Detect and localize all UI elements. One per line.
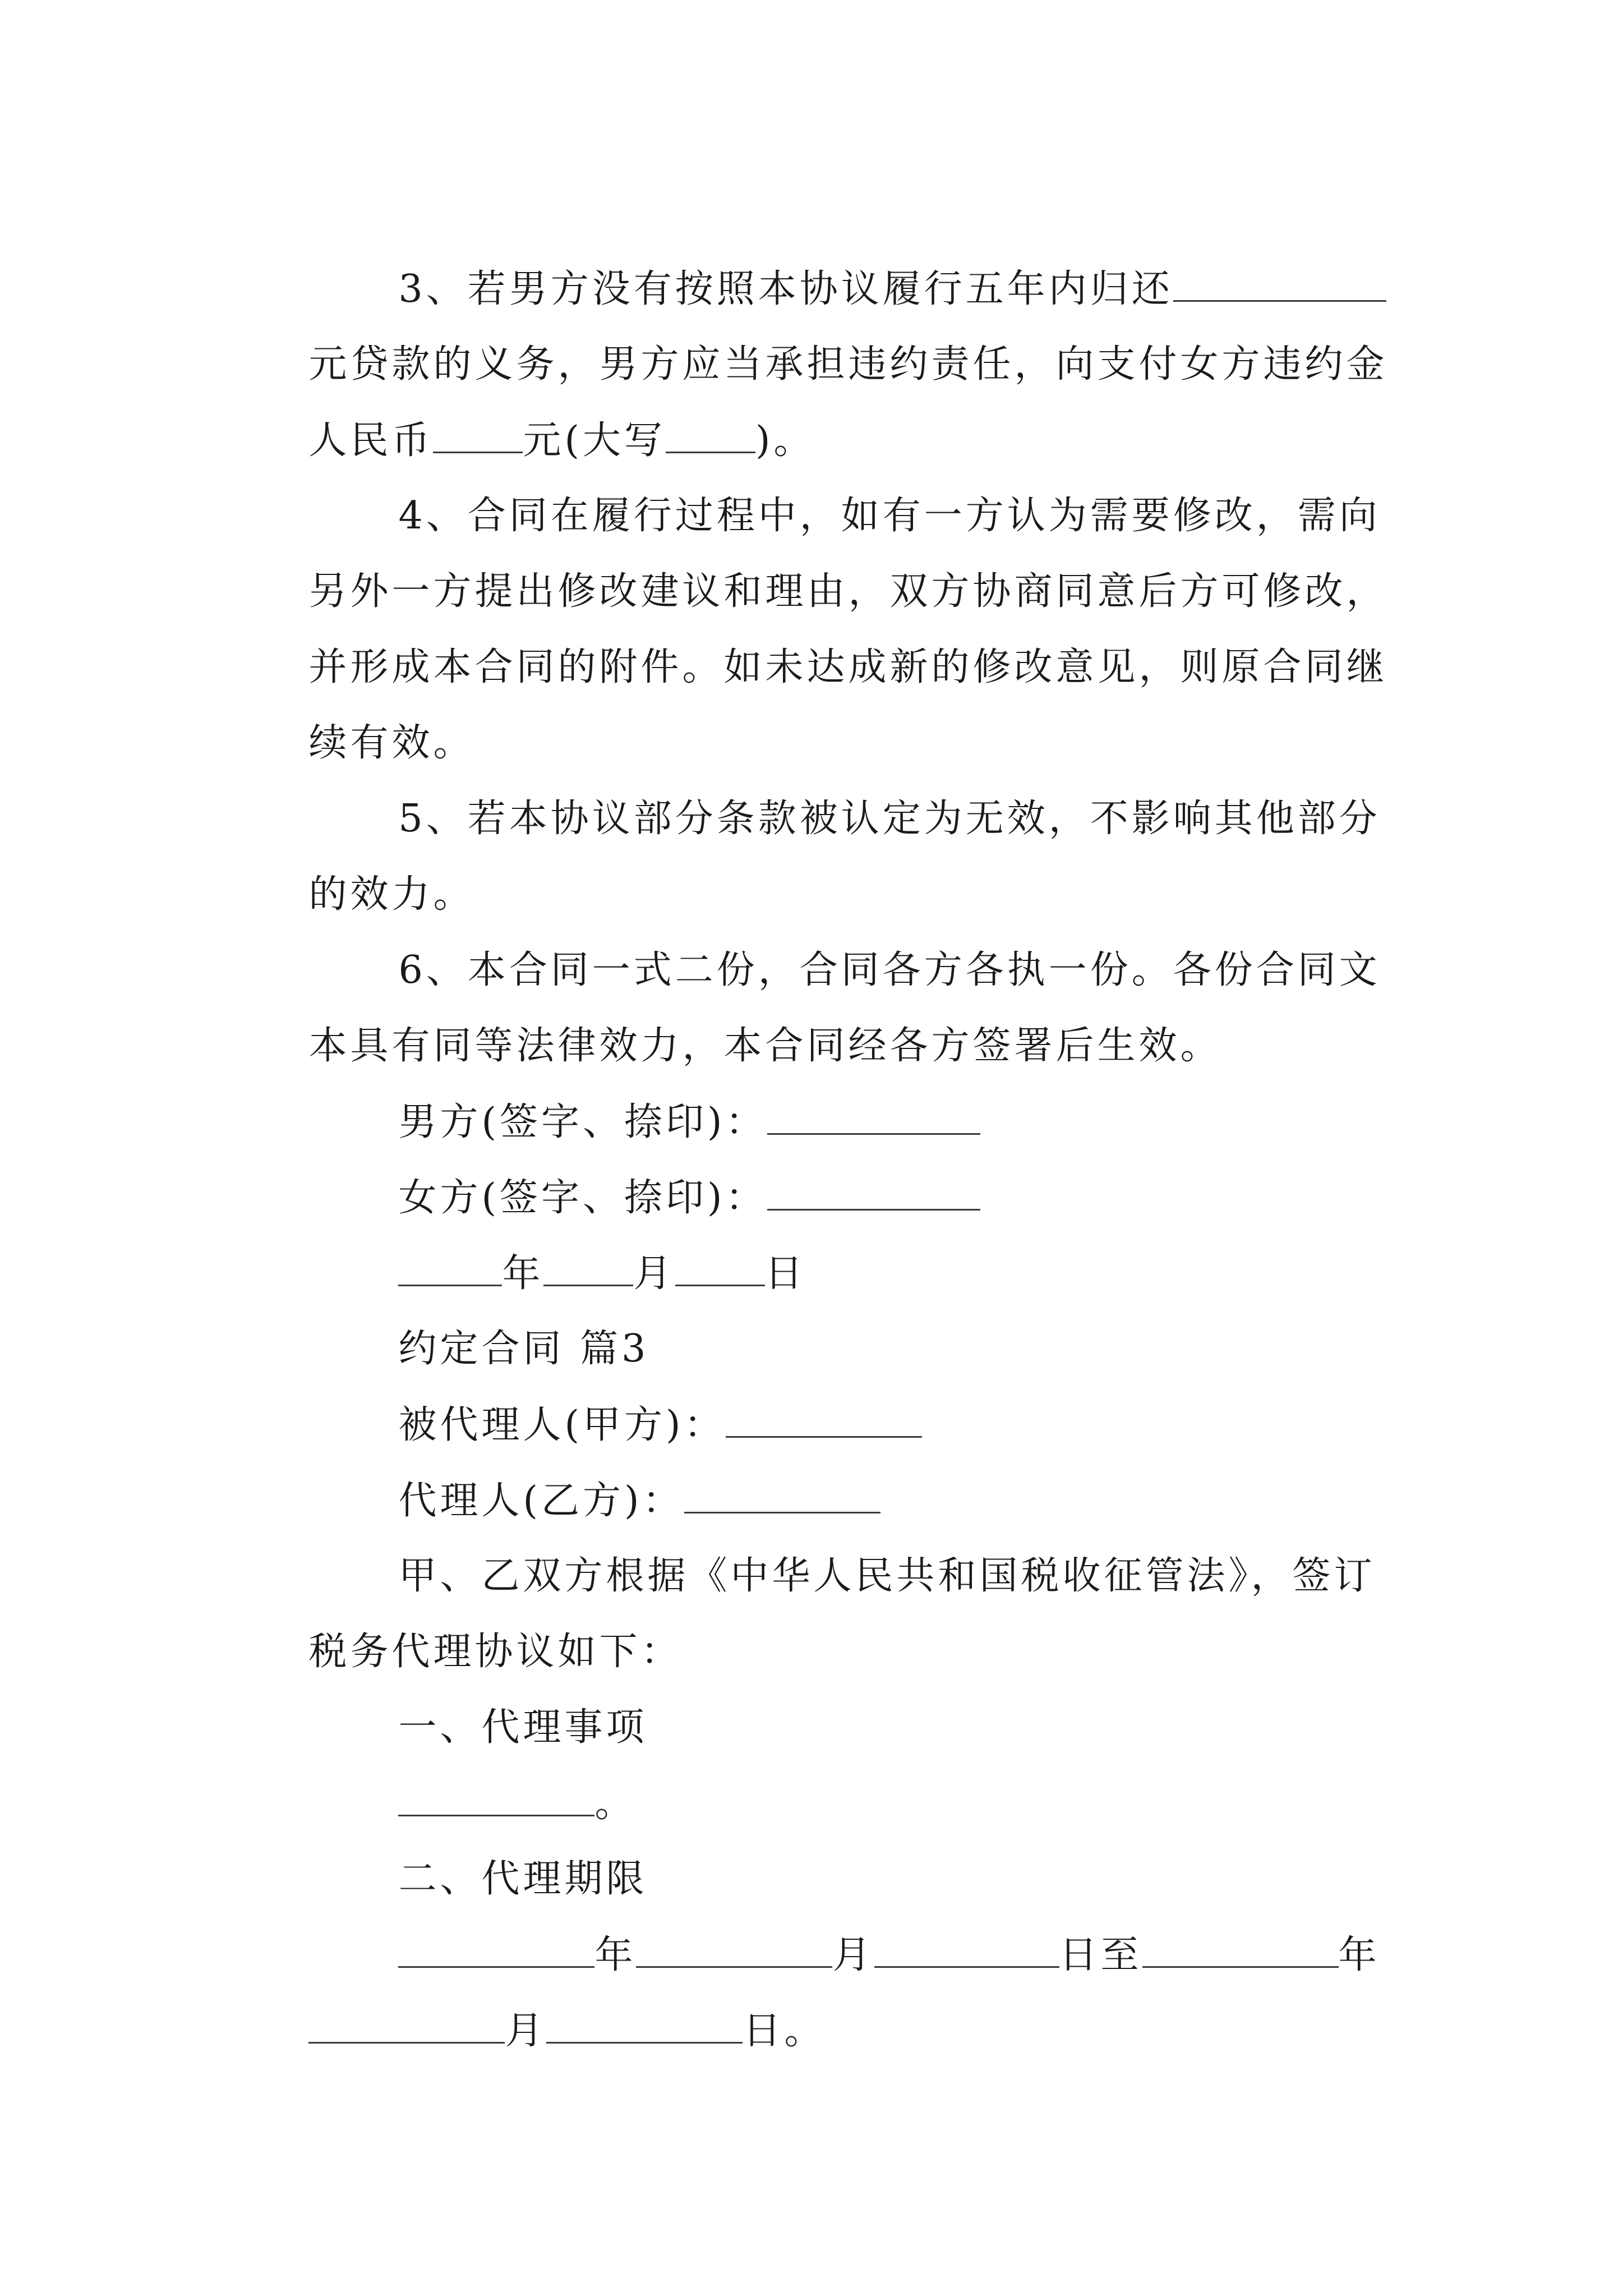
- item-heading: 二、代理期限: [398, 1857, 648, 1901]
- blank-end-month: [308, 2008, 505, 2044]
- agent-label: 代理人(乙方)：: [398, 1479, 684, 1523]
- blank-agent: [684, 1478, 880, 1513]
- clause3-text: 元贷款的义务，男方应当承担违约责任，向支付女方违约金: [308, 342, 1388, 386]
- signature-male: [336, 1055, 980, 1144]
- agent-line: [336, 1433, 880, 1523]
- clause4-text: 续有效。: [308, 721, 475, 765]
- clause3-text: 3、若男方没有按照本协议履行五年内归还: [398, 267, 1173, 311]
- blank-year: [398, 1251, 502, 1286]
- item1-heading: [336, 1660, 648, 1750]
- clause4-line1: [336, 449, 1381, 538]
- period-day-to-label: 日至: [1059, 1933, 1142, 1977]
- item2-period-line2: [247, 1963, 826, 2053]
- clause3-text: 人民币: [308, 418, 434, 463]
- period-month2-label: 月: [505, 2009, 547, 2053]
- preamble-text: 甲、乙双方根据《中华人民共和国税收征管法》，签订: [398, 1554, 1376, 1598]
- blank-principal: [726, 1402, 922, 1438]
- blank-penalty-amount: [433, 418, 523, 453]
- item2-period-line1: [336, 1888, 1380, 1977]
- blank-month: [543, 1251, 633, 1286]
- blank-loan-amount: [1173, 266, 1386, 302]
- clause6-line1: [336, 903, 1381, 992]
- clause5-text: 的效力。: [308, 872, 475, 917]
- clause3-line2: [247, 297, 1388, 386]
- clause4-text: 并形成本合同的附件。如未达成新的修改意见，则原合同继: [308, 645, 1388, 689]
- clause5-line1: [336, 752, 1381, 841]
- clause3-text: 元(大写: [523, 418, 666, 463]
- signature-female-label: 女方(签字、捺印)：: [398, 1176, 767, 1220]
- blank-agency-matters: [398, 1781, 594, 1816]
- preamble-line1: [336, 1509, 1376, 1598]
- clause6-text: 本具有同等法律效力，本合同经各方签署后生效。: [308, 1024, 1222, 1068]
- blank-penalty-uppercase: [666, 418, 755, 453]
- item1-end: 。: [594, 1782, 637, 1826]
- blank-end-year: [1142, 1932, 1339, 1968]
- blank-end-day: [546, 2008, 743, 2044]
- preamble-text: 税务代理协议如下：: [308, 1630, 683, 1674]
- blank-day: [675, 1251, 765, 1286]
- clause3-line1: [336, 222, 1386, 311]
- period-year-label: 年: [594, 1933, 637, 1977]
- section3-title: [336, 1282, 649, 1371]
- item2-heading: [336, 1812, 648, 1901]
- principal-label: 被代理人(甲方)：: [398, 1403, 726, 1447]
- blank-signature-female: [767, 1175, 980, 1211]
- signature-female: [336, 1130, 980, 1220]
- clause4-line4: [247, 676, 475, 765]
- date-month-label: 月: [633, 1251, 675, 1296]
- blank-start-month: [636, 1932, 832, 1968]
- clause6-text: 6、本合同一式二份，合同各方各执一份。各份合同文: [398, 948, 1381, 992]
- blank-start-day: [874, 1932, 1059, 1968]
- clause3-line3: [247, 373, 815, 463]
- period-day2-label: 日。: [743, 2009, 826, 2053]
- clause3-text: )。: [755, 418, 815, 463]
- signing-date: [336, 1206, 806, 1296]
- signature-male-label: 男方(签字、捺印)：: [398, 1100, 767, 1144]
- principal-line: [336, 1358, 922, 1447]
- clause4-line3: [247, 600, 1388, 689]
- preamble-line2: [247, 1585, 683, 1674]
- date-year-label: 年: [502, 1251, 544, 1296]
- period-year2-label: 年: [1338, 1933, 1380, 1977]
- clause6-line2: [247, 979, 1222, 1068]
- clause4-text: 4、合同在履行过程中，如有一方认为需要修改，需向: [398, 494, 1381, 538]
- clause4-text: 另外一方提出修改建议和理由，双方协商同意后方可修改，: [308, 569, 1388, 614]
- period-month-label: 月: [832, 1933, 874, 1977]
- blank-start-year: [398, 1932, 594, 1968]
- blank-signature-male: [767, 1099, 980, 1135]
- date-day-label: 日: [764, 1251, 806, 1296]
- clause4-line2: [247, 524, 1388, 614]
- clause5-line2: [247, 827, 475, 917]
- item1-content: [336, 1736, 637, 1826]
- item-heading: 一、代理事项: [398, 1705, 648, 1750]
- clause5-text: 5、若本协议部分条款被认定为无效，不影响其他部分: [398, 797, 1381, 841]
- section-title: 约定合同 篇3: [398, 1327, 649, 1371]
